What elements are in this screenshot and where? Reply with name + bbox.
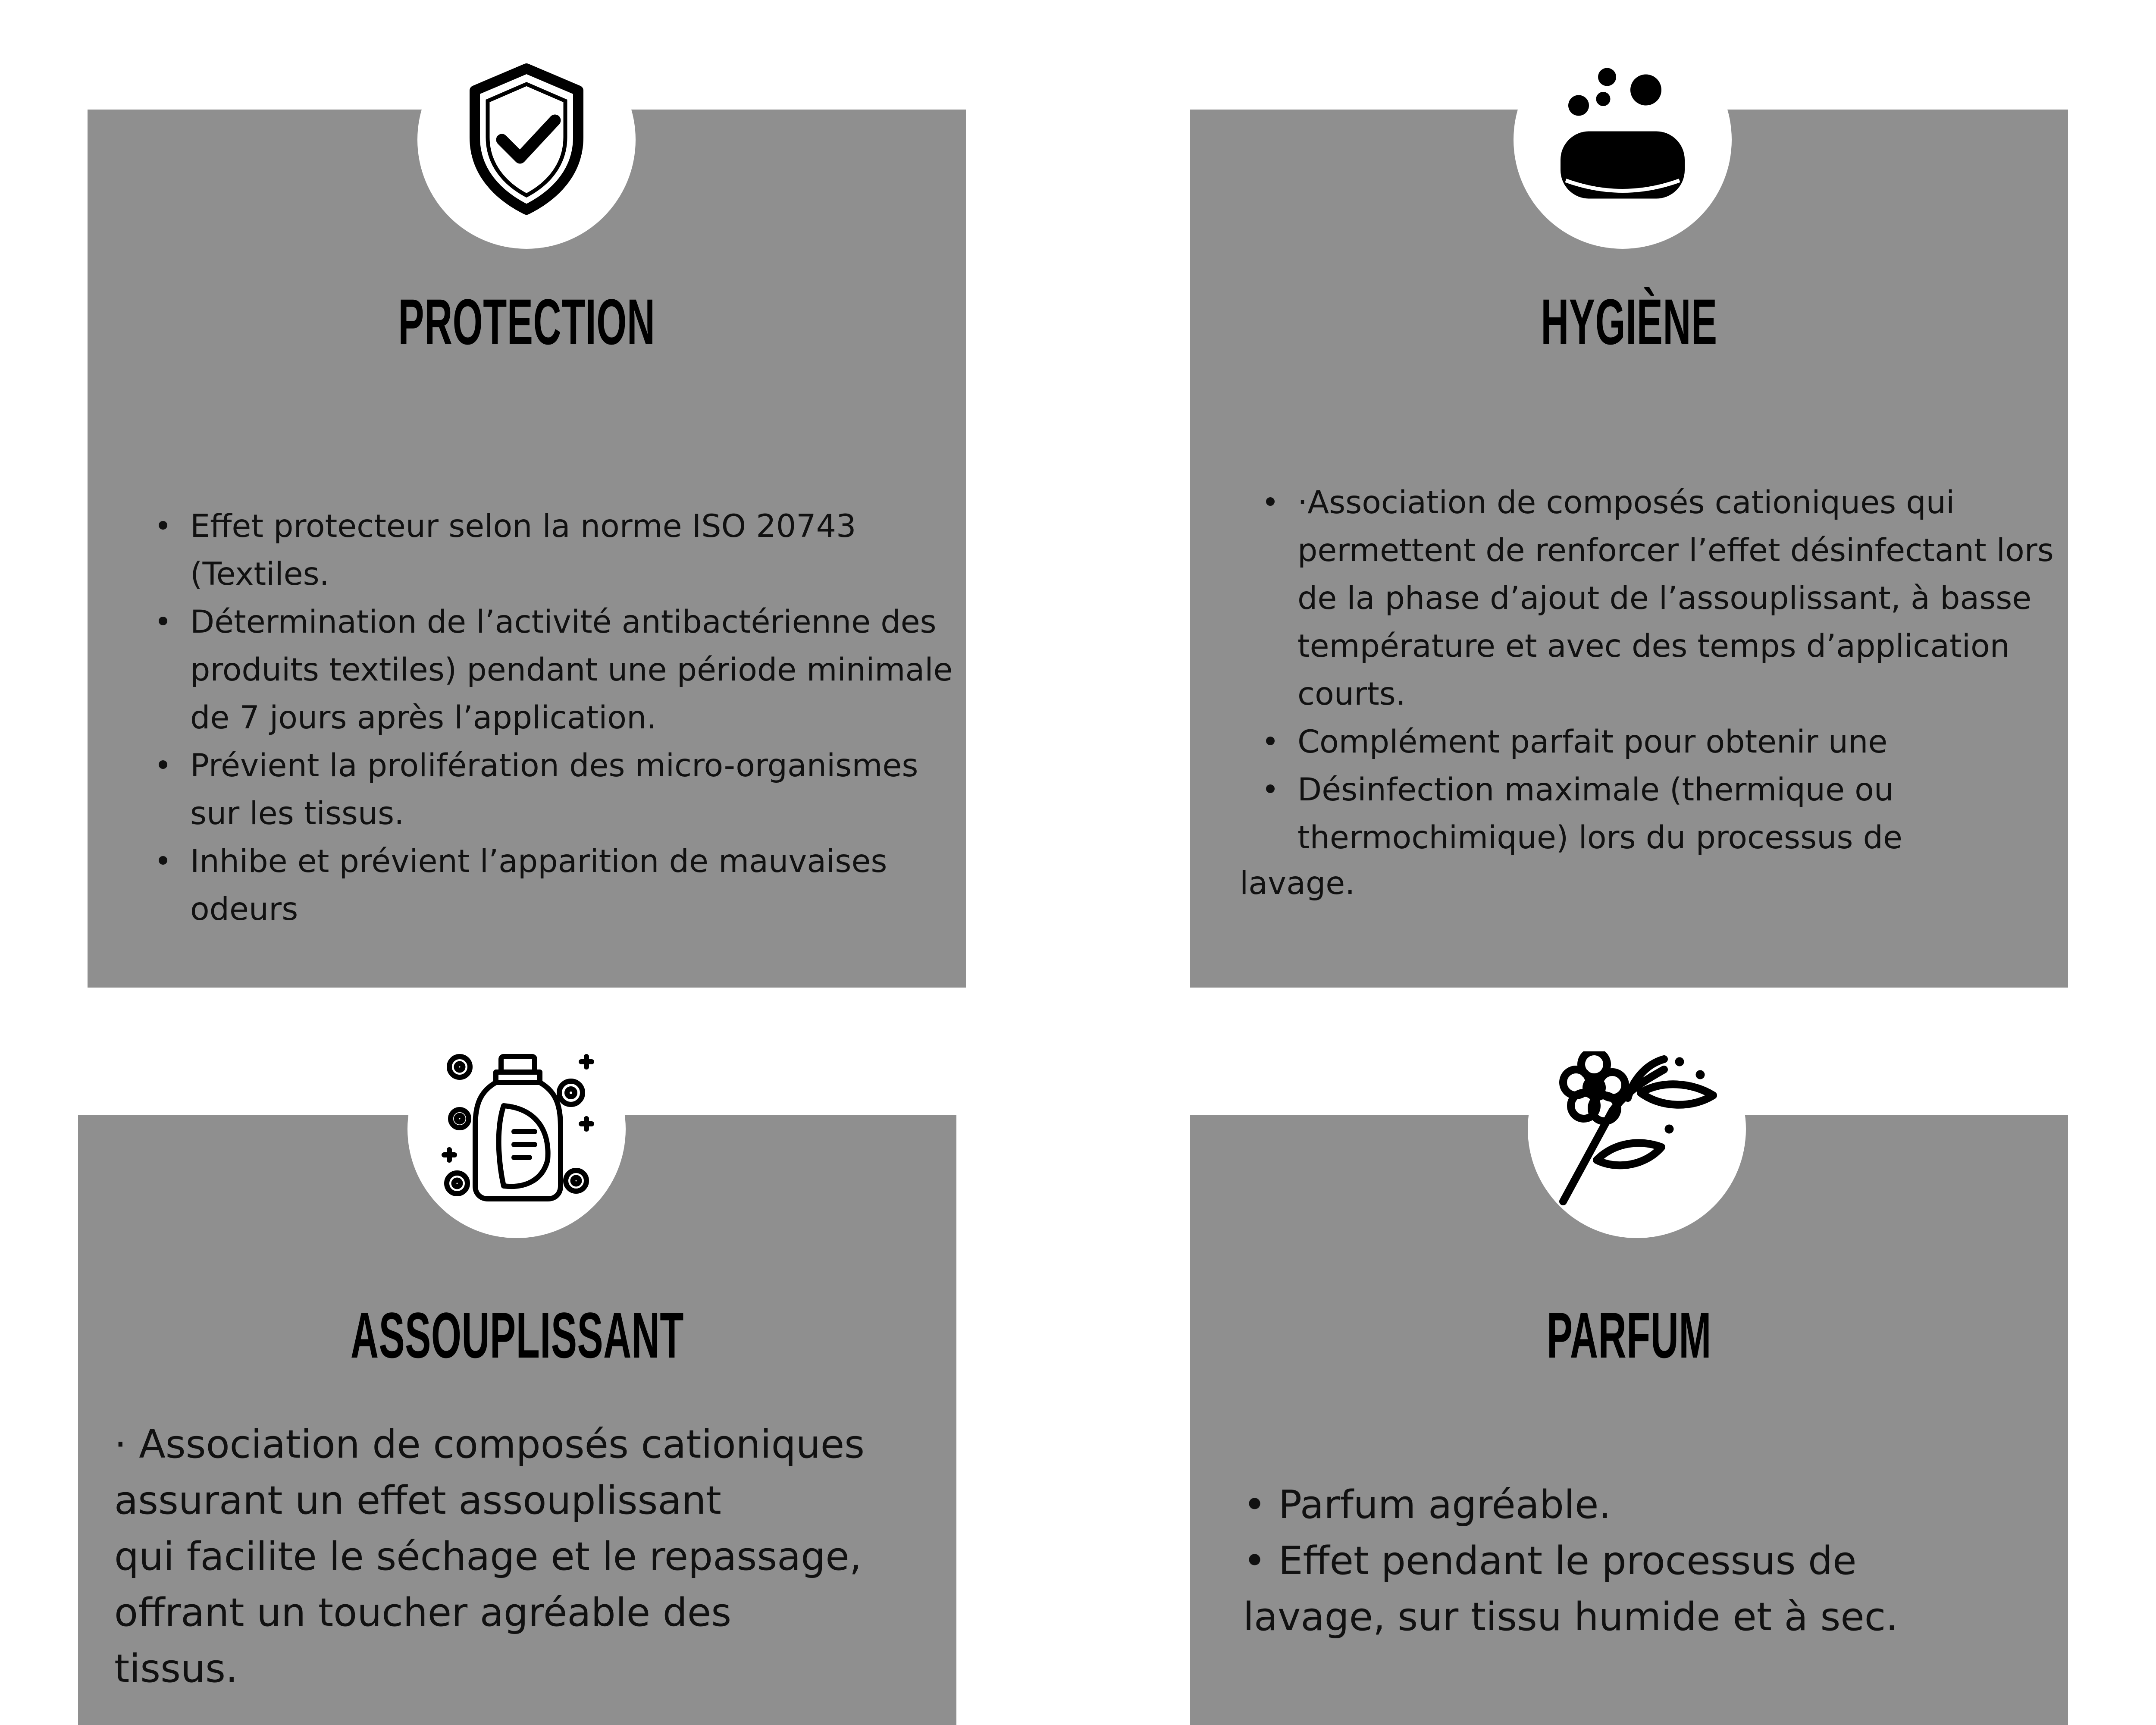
shield-check-icon bbox=[462, 62, 591, 217]
text-line: lavage, sur tissu humide et à sec. bbox=[1243, 1594, 1898, 1640]
text-line: • Effet pendant le processus de bbox=[1243, 1538, 1857, 1584]
hygiene-list bbox=[1260, 479, 2062, 862]
hygiene-icon-badge bbox=[1514, 31, 1732, 249]
list-item: Effet protecteur selon la norme ISO 20743 (Textiles. bbox=[153, 502, 955, 598]
protection-list bbox=[153, 502, 955, 933]
hygiene-title: HYGIÈNE bbox=[1541, 285, 1717, 358]
softener-title: ASSOUPLISSANT bbox=[351, 1299, 684, 1371]
flower-branch-icon bbox=[1555, 1051, 1719, 1207]
list-item: Inhibe et prévient l’apparition de mauvaises odeurs bbox=[153, 837, 955, 933]
softener-icon-badge bbox=[407, 1020, 626, 1238]
perfume-icon-badge bbox=[1528, 1020, 1746, 1238]
perfume-title: PARFUM bbox=[1547, 1299, 1711, 1371]
list-item: Complément parfait pour obtenir une bbox=[1260, 718, 2062, 766]
text-line: assurant un effet assouplissant bbox=[114, 1478, 721, 1523]
text-line: • Parfum agréable. bbox=[1243, 1482, 1611, 1527]
text-line: qui facilite le séchage et le repassage, bbox=[114, 1534, 862, 1579]
softener-bottle-icon bbox=[439, 1051, 594, 1207]
text-line: tissus. bbox=[114, 1646, 238, 1691]
list-item: Détermination de l’activité antibactérienne des produits textiles) pendant une période minimale de 7 jours après l’application. bbox=[153, 598, 955, 742]
list-item: ·Association de composés cationiques qui permettent de renforcer l’effet désinfectant lors de la phase d’ajout de l’assouplissant, à basse température et avec des temps d’application courts. bbox=[1260, 479, 2062, 718]
protection-title: PROTECTION bbox=[398, 285, 655, 358]
list-item: Prévient la prolifération des micro-organismes sur les tissus. bbox=[153, 742, 955, 837]
perfume-text bbox=[1243, 1477, 2054, 1645]
list-item: Désinfection maximale (thermique ou thermochimique) lors du processus de bbox=[1260, 766, 2062, 862]
soap-bubbles-icon bbox=[1558, 66, 1687, 213]
softener-text bbox=[114, 1417, 946, 1697]
text-line: offrant un toucher agréable des bbox=[114, 1590, 732, 1635]
text-line: · Association de composés cationiques bbox=[114, 1422, 865, 1467]
protection-icon-badge bbox=[417, 31, 636, 249]
hygiene-trailing-text: lavage. bbox=[1240, 865, 1355, 902]
